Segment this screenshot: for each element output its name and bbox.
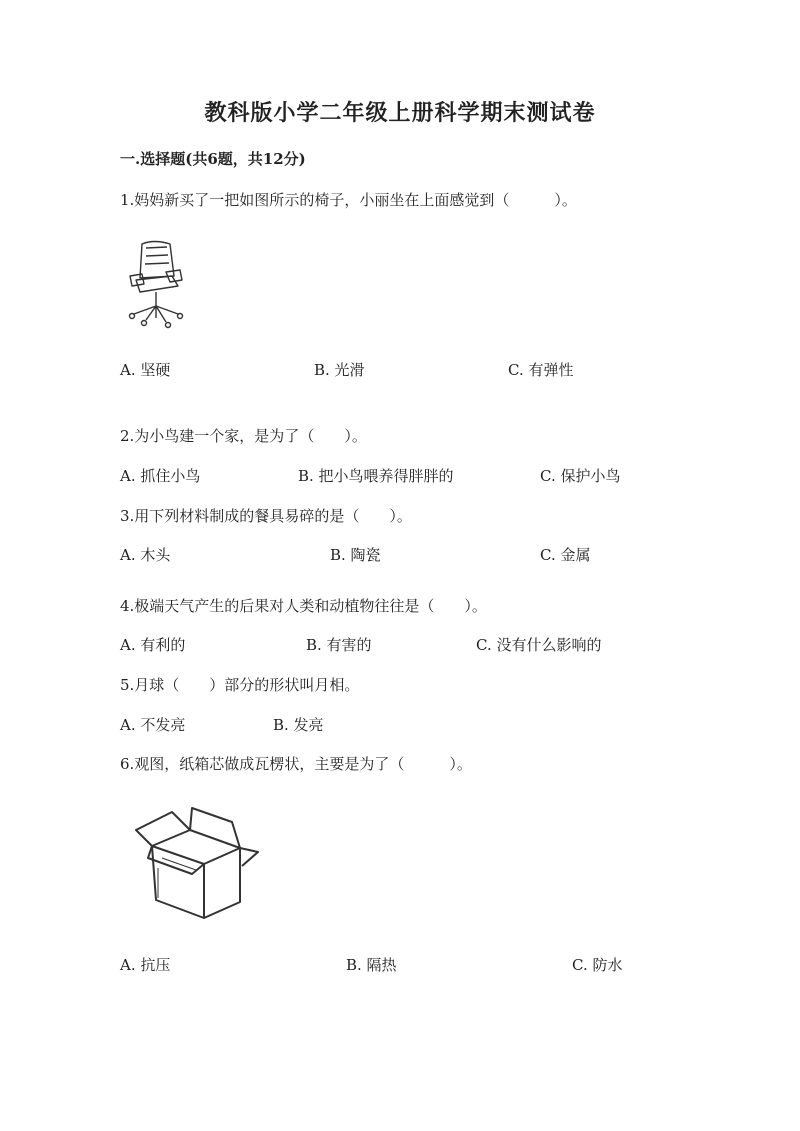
question-1-stem: 1.妈妈新买了一把如图所示的椅子，小丽坐在上面感觉到（ ）。 xyxy=(120,191,577,209)
question-1-option-b[interactable]: B. 光滑 xyxy=(314,361,365,379)
question-5-option-b[interactable]: B. 发亮 xyxy=(273,716,324,734)
question-4-stem: 4.极端天气产生的后果对人类和动植物往往是（ ）。 xyxy=(120,597,487,615)
question-4-option-b[interactable]: B. 有害的 xyxy=(306,636,372,654)
question-4-option-c[interactable]: C. 没有什么影响的 xyxy=(476,636,602,654)
question-3-option-b[interactable]: B. 陶瓷 xyxy=(330,546,381,564)
question-6-option-a[interactable]: A. 抗压 xyxy=(120,956,171,974)
cardboard-box-image xyxy=(134,808,264,920)
question-2-option-a[interactable]: A. 抓住小鸟 xyxy=(120,467,201,485)
question-2-option-b[interactable]: B. 把小鸟喂养得胖胖的 xyxy=(298,467,454,485)
question-5-option-a[interactable]: A. 不发亮 xyxy=(120,716,186,734)
question-3-option-c[interactable]: C. 金属 xyxy=(540,546,591,564)
question-2-stem: 2.为小鸟建一个家，是为了（ ）。 xyxy=(120,427,367,445)
question-6-stem: 6.观图，纸箱芯做成瓦楞状，主要是为了（ ）。 xyxy=(120,755,472,773)
office-chair-image xyxy=(122,240,184,328)
page-title: 教科版小学二年级上册科学期末测试卷 xyxy=(204,100,596,126)
question-2-option-c[interactable]: C. 保护小鸟 xyxy=(540,467,621,485)
question-3-stem: 3.用下列材料制成的餐具易碎的是（ ）。 xyxy=(120,507,412,525)
question-1-option-a[interactable]: A. 坚硬 xyxy=(120,361,171,379)
question-6-option-b[interactable]: B. 隔热 xyxy=(346,956,397,974)
question-5-stem: 5.月球（ ）部分的形状叫月相。 xyxy=(120,676,360,694)
question-1-option-c[interactable]: C. 有弹性 xyxy=(508,361,574,379)
question-3-option-a[interactable]: A. 木头 xyxy=(120,546,171,564)
question-4-option-a[interactable]: A. 有利的 xyxy=(120,636,186,654)
question-6-option-c[interactable]: C. 防水 xyxy=(572,956,623,974)
section-heading: 一.选择题(共6题，共12分) xyxy=(120,150,306,168)
